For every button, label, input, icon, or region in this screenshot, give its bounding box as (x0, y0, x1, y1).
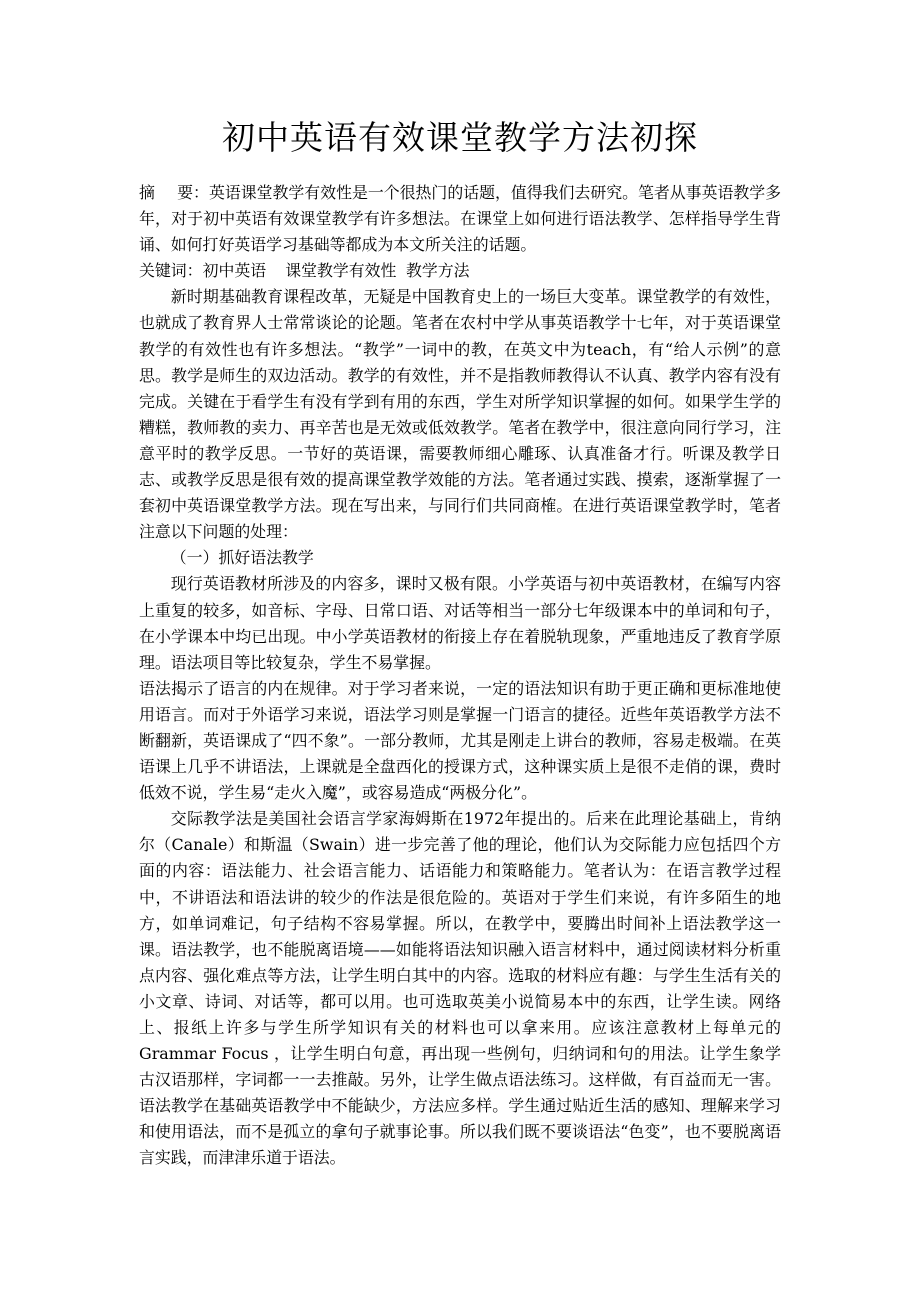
paragraph-section-1b: 语法揭示了语言的内在规律。对于学习者来说，一定的语法知识有助于更正确和更标准地使用语言。而对于外语学习来说，语法学习则是掌握一门语言的捷径。近些年英语教学方法不断翻新，英语课成了“四不象”。一部分教师，尤其是刚走上讲台的教师，容易走极端。在英语课上几乎不讲语法，上课就是全盘西化的授课方式，这种课实质上是很不走俏的课，费时低效不说，学生易“走火入魔”，或容易造成“两极分化”。 (139, 678, 781, 803)
keyword-3: 教学方法 (405, 261, 470, 281)
paragraph-intro: 新时期基础教育课程改革，无疑是中国教育史上的一场巨大变革。课堂教学的有效性，也就成了教育界人士常常谈论的论题。笔者在农村中学从事英语教学十七年，对于英语课堂教学的有效性也有许多想法。“教学”一词中的教，在英文中为teach，有“给人示例”的意思。教学是师生的双边活动。教学的有效性，并不是指教师教得认不认真、教学内容有没有完成。关键在于看学生有没有学到有用的东西，学生对所学知识掌握的如何。如果学生学的糟糕，教师教的卖力、再辛苦也是无效或低效教学。笔者在教学中，很注意向同行学习，注意平时的教学反思。一节好的英语课，需要教师细心雕琢、认真准备才行。听课及教学日志、或教学反思是很有效的提高课堂教学效能的方法。笔者通过实践、摸索，逐渐掌握了一套初中英语课堂教学方法。现在写出来，与同行们共同商榷。在进行英语课堂教学时，笔者注意以下问题的处理： (139, 287, 781, 542)
keywords-label: 关键词： (139, 261, 203, 281)
keywords (139, 258, 781, 284)
abstract (139, 180, 781, 258)
paragraph-section-1c: 交际教学法是美国社会语言学家海姆斯在1972年提出的。后来在此理论基础上，肯纳尔（Canale）和斯温（Swain）进一步完善了他的理论，他们认为交际能力应包括四个方面的内容：语法能力、社会语言能力、话语能力和策略能力。笔者认为：在语言教学过程中，不讲语法和语法讲的较少的作法是很危险的。英语对于学生们来说，有许多陌生的地方，如单词难记，句子结构不容易掌握。所以，在教学中，要腾出时间补上语法教学这一课。语法教学，也不能脱离语境——如能将语法知识融入语言材料中，通过阅读材料分析重点内容、强化难点等方法，让学生明白其中的内容。选取的材料应有趣：与学生生活有关的小文章、诗词、对话等，都可以用。也可选取英美小说简易本中的东西，让学生读。网络上、报纸上许多与学生所学知识有关的材料也可以拿来用。应该注意教材上每单元的Grammar Focus ，让学生明白句意，再出现一些例句，归纳词和句的用法。让学生象学古汉语那样，字词都一一去推敲。另外，让学生做点语法练习。这样做，有百益而无一害。语法教学在基础英语教学中不能缺少，方法应多样。学生通过贴近生活的感知、理解来学习和使用语法，而不是孤立的拿句子就事论事。所以我们既不要谈语法“色变”，也不要脱离语言实践，而津津乐道于语法。 (139, 809, 781, 1168)
paragraph-section-1a: 现行英语教材所涉及的内容多，课时又极有限。小学英语与初中英语教材，在编写内容上重复的较多，如音标、字母、日常口语、对话等相当一部分七年级课本中的单词和句子，在小学课本中均已出现。中小学英语教材的衔接上存在着脱轨现象，严重地违反了教育学原理。语法项目等比较复杂，学生不易掌握。 (139, 574, 781, 672)
keyword-2: 课堂教学有效性 (285, 261, 397, 281)
keyword-1: 初中英语 (202, 261, 267, 281)
section-heading-1: （一）抓好语法教学 (170, 548, 314, 568)
abstract-label-second: 要： (177, 183, 209, 202)
page-title: 初中英语有效课堂教学方法初探 (222, 118, 698, 157)
abstract-text: 英语课堂教学有效性是一个很热门的话题，值得我们去研究。笔者从事英语教学多年，对于初中英语有效课堂教学有许多想法。在课堂上如何进行语法教学、怎样指导学生背诵、如何打好英语学习基础等都成为本文所关注的话题。 (139, 183, 782, 255)
document-body (139, 180, 781, 1172)
abstract-label-first: 摘 (139, 183, 155, 202)
